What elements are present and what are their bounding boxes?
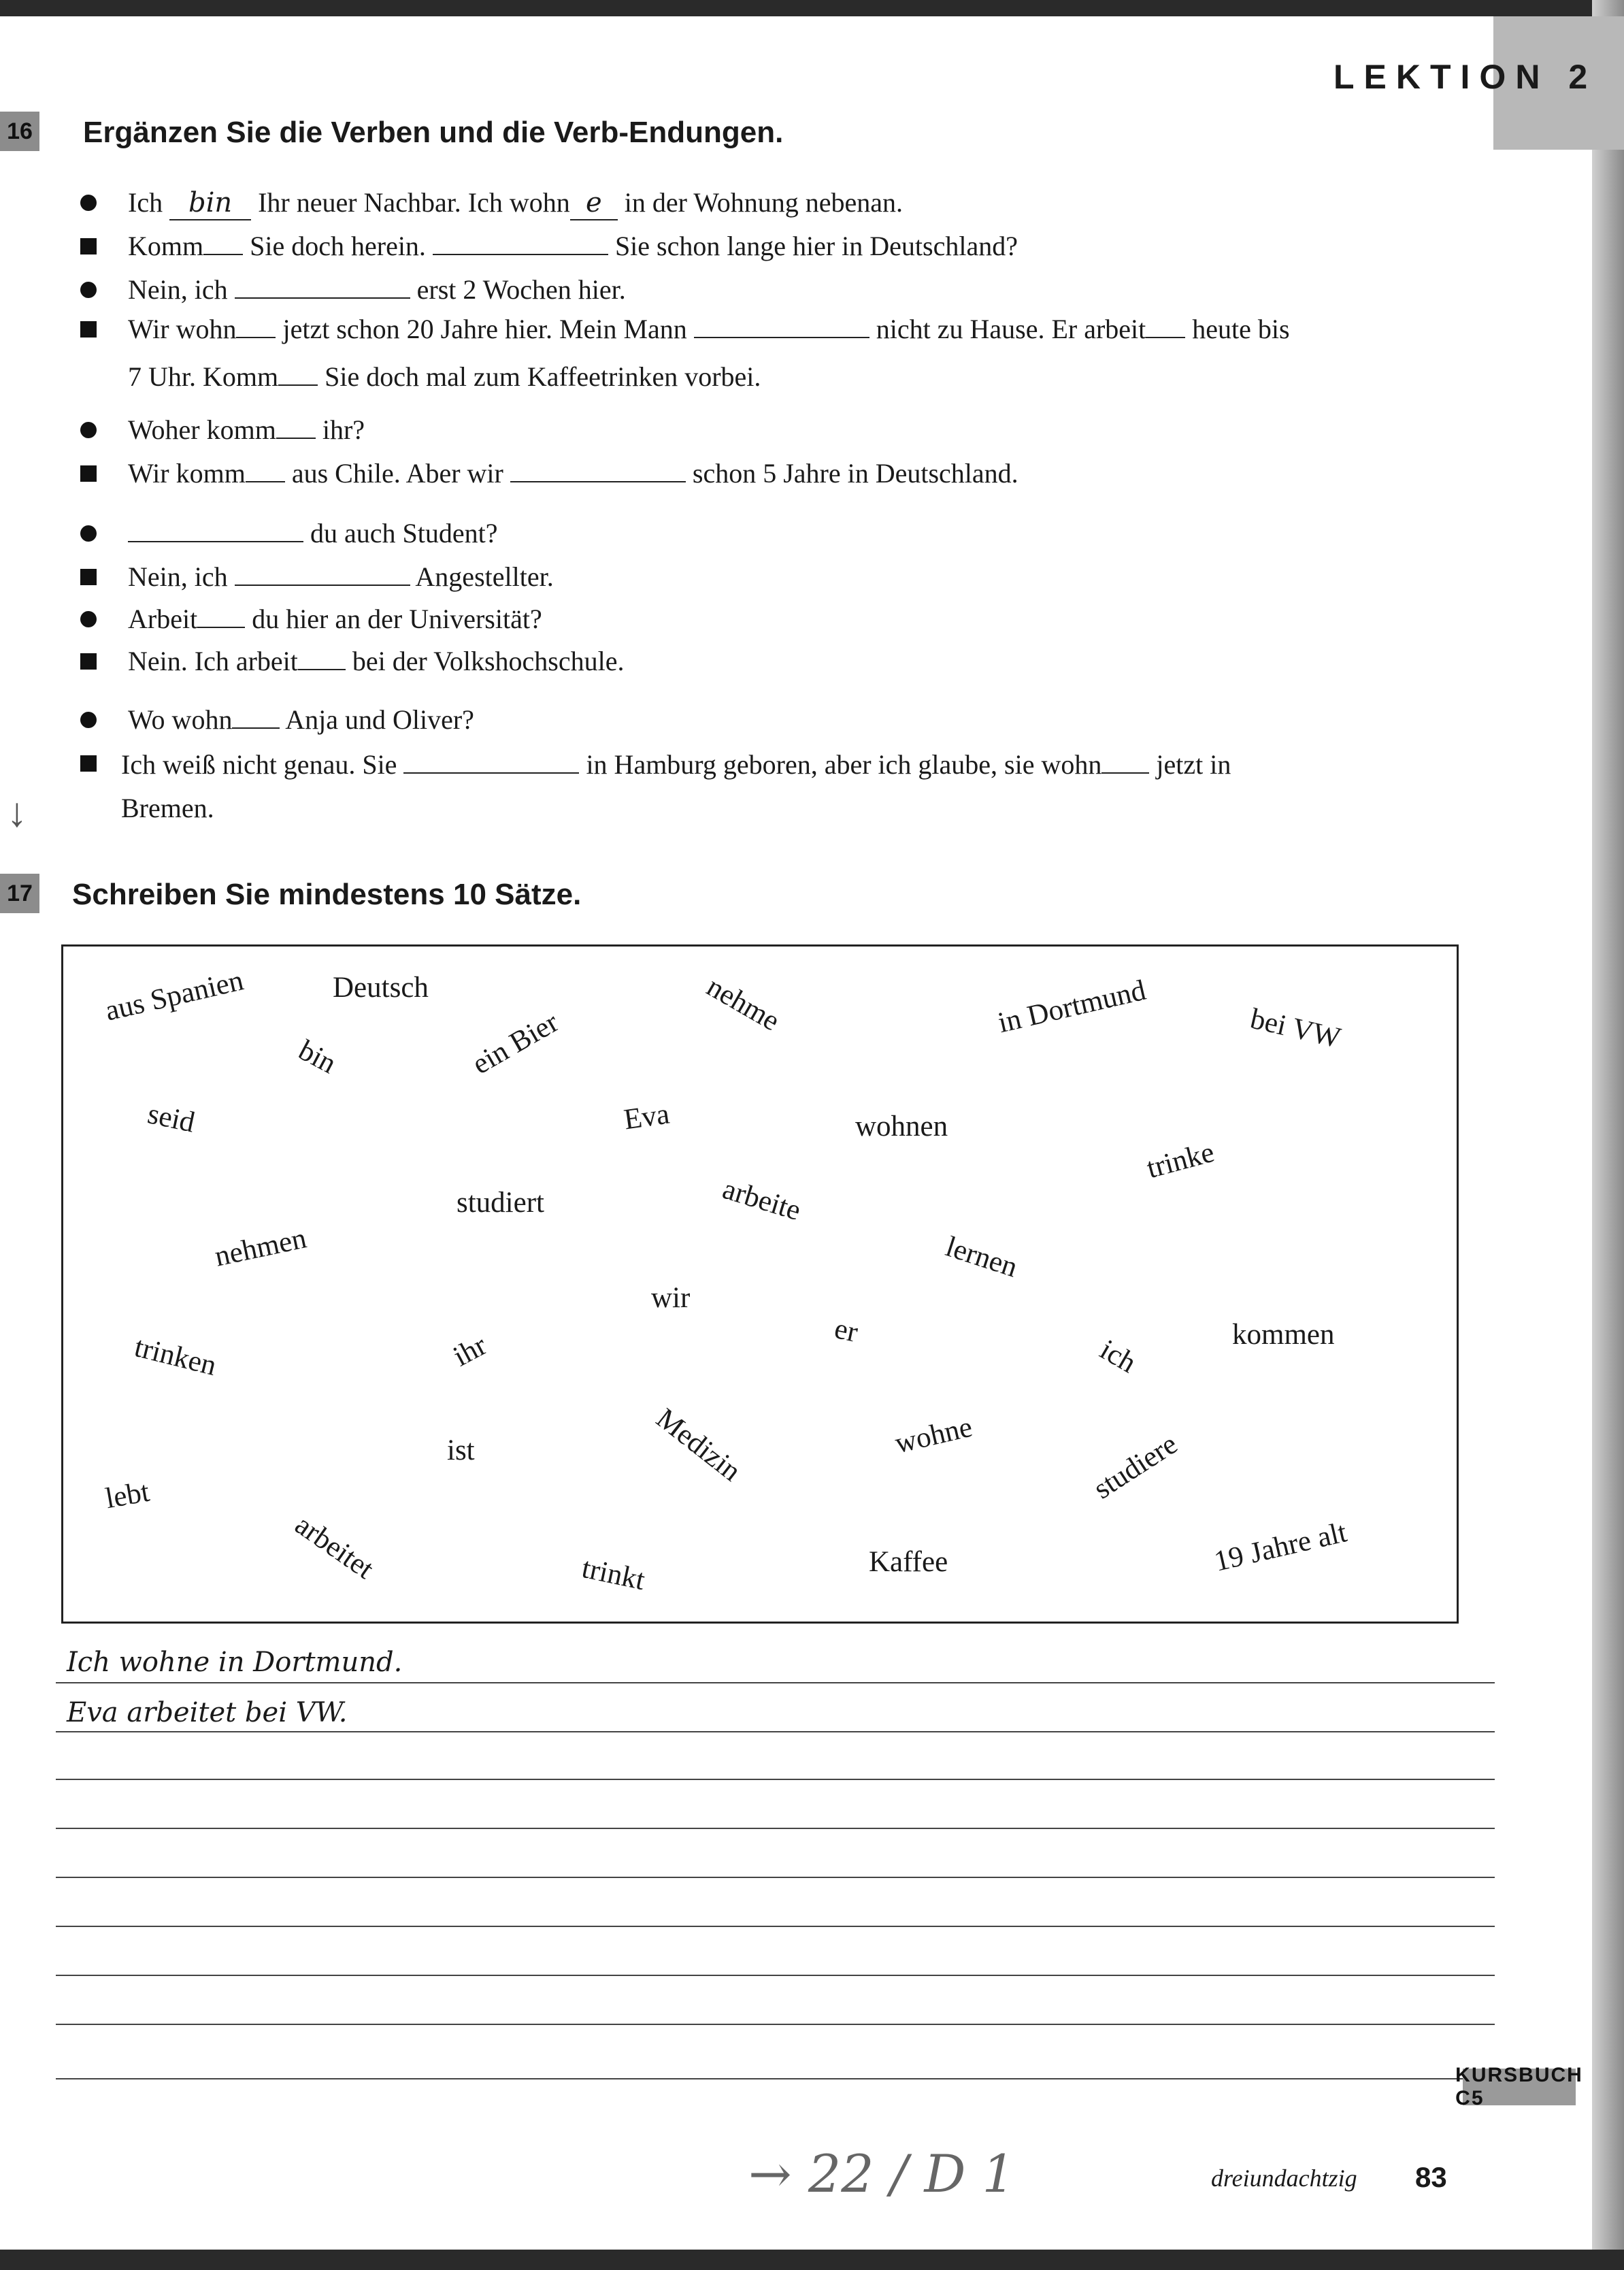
word-bank-item: Medizin <box>650 1402 747 1488</box>
scan-bottom-edge <box>0 2250 1624 2270</box>
word-bank-item: Deutsch <box>333 972 429 1004</box>
word-bank-item: studiert <box>457 1187 544 1219</box>
bullet-circle <box>80 195 97 211</box>
word-bank-box <box>61 944 1459 1624</box>
exercise-line <box>128 313 1290 346</box>
line-text: schon 5 Jahre in Deutschland. <box>692 458 1018 489</box>
answer-blank[interactable] <box>236 316 276 338</box>
answer-blank[interactable] <box>128 521 303 542</box>
bullet-circle <box>80 525 97 542</box>
word-bank-item: lernen <box>942 1230 1022 1284</box>
page-number: 83 <box>1415 2161 1447 2193</box>
word-bank-item: bin <box>293 1034 342 1081</box>
line-text: du hier an der Universität? <box>252 604 542 634</box>
writing-line[interactable] <box>56 1877 1495 1878</box>
line-text: Sie doch herein. <box>250 231 426 261</box>
bullet-square <box>80 238 97 254</box>
word-bank-item: trinkt <box>579 1551 648 1597</box>
answer-blank[interactable] <box>197 606 245 628</box>
word-bank-item: er <box>831 1313 861 1349</box>
bullet-square <box>80 755 97 772</box>
answer-blank[interactable] <box>235 564 410 586</box>
bullet-circle <box>80 712 97 728</box>
word-bank-item: wir <box>651 1282 691 1314</box>
line-text: Wir wohn <box>128 314 237 344</box>
exercise-line <box>128 274 626 306</box>
answer-blank[interactable] <box>510 461 686 482</box>
word-bank-item: nehme <box>701 970 785 1038</box>
line-text: ihr? <box>322 414 365 445</box>
exercise-line <box>128 186 903 220</box>
word-bank-item: aus Spanien <box>102 964 247 1027</box>
line-text: Nein, ich <box>128 561 228 592</box>
exercise-line <box>128 645 624 678</box>
line-text: aus Chile. Aber wir <box>291 458 503 489</box>
exercise-line <box>121 792 214 825</box>
answer-blank[interactable] <box>1101 752 1149 774</box>
answer-blank[interactable] <box>232 707 280 729</box>
answer-blank[interactable] <box>203 233 243 255</box>
line-text: du auch Student? <box>310 518 498 548</box>
exercise-16-title: Ergänzen Sie die Verben und die Verb-Endungen. <box>83 116 784 149</box>
exercise-17-title: Schreiben Sie mindestens 10 Sätze. <box>72 878 582 911</box>
answer-blank[interactable] <box>278 364 318 386</box>
bullet-square <box>80 653 97 670</box>
word-bank-item: ihr <box>448 1329 493 1373</box>
pencil-note: → 22 / D 1 <box>748 2143 1015 2204</box>
word-bank-item: seid <box>144 1098 198 1139</box>
line-text: heute bis <box>1192 314 1290 344</box>
word-bank-item: ich <box>1094 1334 1142 1379</box>
line-text: Komm <box>128 231 204 261</box>
exercise-line <box>128 603 542 636</box>
word-bank-item: Eva <box>622 1098 672 1136</box>
exercise-line <box>128 457 1018 490</box>
line-text: Angestellter. <box>415 561 554 592</box>
answer-blank[interactable] <box>403 752 579 774</box>
line-text: erst 2 Wochen hier. <box>416 274 626 305</box>
exercise-line <box>128 517 498 550</box>
line-text: Ihr neuer Nachbar. Ich wohn <box>258 187 570 218</box>
line-text: jetzt schon 20 Jahre hier. Mein Mann <box>282 314 687 344</box>
exercise-16-number: 16 <box>0 112 39 151</box>
line-text: 7 Uhr. Komm <box>128 361 279 392</box>
exercise-line <box>128 704 474 736</box>
line-text: in Hamburg geboren, aber ich glaube, sie wohn <box>586 749 1102 780</box>
line-text: jetzt in <box>1156 749 1231 780</box>
exercise-line <box>128 414 365 446</box>
writing-line <box>56 1731 1495 1732</box>
scan-right-edge <box>1592 0 1624 2270</box>
word-bank-item: nehmen <box>212 1222 310 1273</box>
answer-blank[interactable] <box>276 417 316 439</box>
bullet-circle <box>80 282 97 298</box>
exercise-line <box>128 361 761 393</box>
word-bank-item: ein Bier <box>467 1006 564 1081</box>
line-text: Ich <box>128 187 163 218</box>
word-bank-item: studiere <box>1088 1428 1183 1506</box>
answer-blank[interactable] <box>1146 316 1185 338</box>
line-text: Woher komm <box>128 414 276 445</box>
line-text: Ich weiß nicht genau. Sie <box>121 749 397 780</box>
writing-line[interactable] <box>56 1828 1495 1829</box>
word-bank-item: in Dortmund <box>995 974 1149 1040</box>
word-bank-item: 19 Jahre alt <box>1211 1516 1350 1578</box>
margin-pencil-mark: ↓ <box>7 790 27 835</box>
answer-blank[interactable] <box>298 648 346 670</box>
word-bank-item: trinken <box>131 1330 220 1383</box>
line-text: Wo wohn <box>128 704 233 735</box>
line-text: bei der Volkshochschule. <box>352 646 625 676</box>
word-bank-item: kommen <box>1232 1319 1335 1351</box>
handwritten-answer[interactable]: Ich wohne in Dortmund. <box>67 1647 403 1678</box>
writing-line <box>56 1682 1495 1683</box>
word-bank-item: Kaffee <box>869 1546 948 1578</box>
exercise-line <box>121 749 1231 781</box>
answer-blank[interactable] <box>433 233 608 255</box>
exercise-17-number: 17 <box>0 874 39 913</box>
page-number-word: dreiundachtzig <box>1211 2165 1357 2192</box>
word-bank-item: wohnen <box>855 1111 948 1142</box>
writing-line[interactable] <box>56 1926 1495 1927</box>
bullet-square <box>80 569 97 585</box>
answer-blank[interactable] <box>235 277 410 299</box>
line-text: Nein. Ich arbeit <box>128 646 298 676</box>
line-text: in der Wohnung nebenan. <box>624 187 904 218</box>
line-text: Nein, ich <box>128 274 228 305</box>
exercise-line <box>128 561 554 593</box>
line-text: Arbeit <box>128 604 198 634</box>
filled-answer[interactable]: e <box>570 186 618 220</box>
filled-answer[interactable]: bin <box>169 186 251 220</box>
word-bank-item: bei VW <box>1247 1002 1344 1055</box>
answer-blank[interactable] <box>246 461 285 482</box>
bullet-square <box>80 321 97 338</box>
word-bank-item: lebt <box>103 1475 152 1515</box>
handwritten-answer[interactable]: Eva arbeitet bei VW. <box>67 1697 348 1728</box>
writing-line[interactable] <box>56 2078 1495 2079</box>
line-text: Bremen. <box>121 793 214 823</box>
writing-line[interactable] <box>56 1975 1495 1976</box>
word-bank-item: trinke <box>1143 1136 1218 1185</box>
line-text: Sie doch mal zum Kaffeetrinken vorbei. <box>325 361 761 392</box>
kursbuch-reference-badge: KURSBUCH C5 <box>1455 2064 1583 2109</box>
bullet-circle <box>80 422 97 438</box>
lesson-header: LEKTION 2 <box>1333 58 1597 96</box>
line-text: Wir komm <box>128 458 246 489</box>
scan-top-edge <box>0 0 1624 16</box>
answer-blank[interactable] <box>694 316 869 338</box>
bullet-square <box>80 465 97 482</box>
line-text: Sie schon lange hier in Deutschland? <box>614 231 1018 261</box>
writing-line[interactable] <box>56 2024 1495 2025</box>
word-bank-item: wohne <box>892 1411 976 1460</box>
word-bank-item: ist <box>447 1434 475 1466</box>
bullet-circle <box>80 611 97 627</box>
line-text: Anja und Oliver? <box>285 704 474 735</box>
line-text: nicht zu Hause. Er arbeit <box>876 314 1146 344</box>
exercise-line <box>128 230 1018 263</box>
word-bank-item: arbeitet <box>289 1509 380 1585</box>
word-bank-item: arbeite <box>718 1172 805 1228</box>
writing-line[interactable] <box>56 1779 1495 1780</box>
